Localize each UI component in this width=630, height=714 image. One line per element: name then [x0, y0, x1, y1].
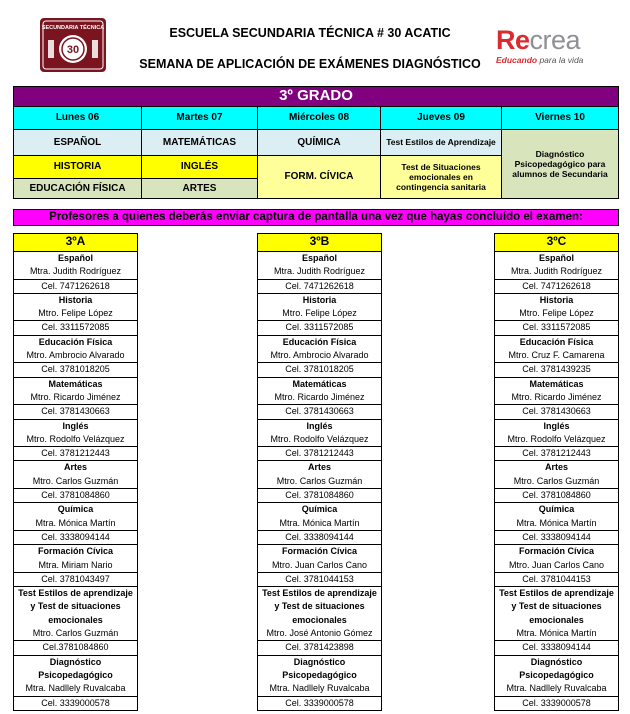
teacher-entry [14, 461, 137, 503]
subject-name: Matemáticas [48, 378, 103, 389]
teacher-name: Mtra. Judith Rodríguez [510, 266, 603, 277]
teacher-phone: Cel. 3338094144 [495, 530, 618, 544]
teacher-phone: Cel. 3338094144 [495, 640, 618, 654]
teacher-phone: Cel. 3781439235 [495, 362, 618, 376]
day-header-wednesday: Miércoles 08 [257, 106, 381, 130]
teacher-name: Mtra. Nadllely Ruvalcaba [506, 683, 607, 694]
teacher-name: Mtra. Judith Rodríguez [29, 266, 122, 277]
teacher-entry [258, 420, 381, 462]
subject-name: emocionales [292, 614, 347, 625]
teacher-entry [258, 545, 381, 587]
exam-friday-diagnostico: Diagnóstico Psicopedagógico para alumnos de Secundaria [501, 129, 619, 199]
teacher-entry [14, 378, 137, 420]
subject-name: Psicopedagógico [282, 669, 357, 680]
document-subtitle: SEMANA DE APLICACIÓN DE EXÁMENES DIAGNÓSTICO [139, 57, 481, 71]
teacher-entry [495, 294, 618, 336]
subject-name: Historia [302, 294, 337, 305]
subject-name: Diagnóstico [530, 656, 583, 667]
teacher-phone: Cel. 3339000578 [258, 696, 381, 710]
subject-name: Psicopedagógico [38, 669, 113, 680]
group-column-3b [257, 233, 382, 711]
subject-name: Test Estilos de aprendizaje [262, 588, 377, 599]
teacher-name: Mtra. Miriam Nario [38, 559, 113, 570]
teacher-name: Mtro. Ricardo Jiménez [30, 391, 121, 402]
recrea-logo: Recrea Educando para la vida [496, 25, 584, 65]
teacher-phone: Cel. 3781430663 [14, 404, 137, 418]
subject-name: Diagnóstico [49, 656, 102, 667]
teacher-phone: Cel. 3781044153 [258, 572, 381, 586]
subject-name: Química [538, 504, 575, 515]
teacher-name: Mtro. Ricardo Jiménez [274, 391, 365, 402]
subject-name: Diagnóstico [293, 656, 346, 667]
group-header: 3ºB [257, 233, 382, 252]
exam-tuesday-artes: ARTES [141, 178, 258, 199]
teacher-name: Mtra. Mónica Martín [279, 517, 360, 528]
subject-name: Química [57, 504, 94, 515]
teacher-entry [495, 252, 618, 294]
subject-name: y Test de situaciones [274, 601, 365, 612]
subject-name: Formación Cívica [37, 546, 114, 557]
subject-name: y Test de situaciones [30, 601, 121, 612]
day-header-friday: Viernes 10 [501, 106, 619, 130]
subject-name: Artes [307, 462, 331, 473]
subject-name: Educación Física [519, 336, 594, 347]
teacher-phone: Cel. 3311572085 [14, 320, 137, 334]
teacher-entry [495, 461, 618, 503]
teacher-phone: Cel. 3311572085 [258, 320, 381, 334]
exam-thursday-test-situaciones: Test de Situaciones emocionales en contingencia sanitaria [380, 155, 502, 199]
group-column-3c [494, 233, 619, 711]
group-column-3a [13, 233, 138, 711]
teacher-list [494, 252, 619, 711]
teacher-name: Mtra. Nadllely Ruvalcaba [25, 683, 126, 694]
subject-name: Inglés [543, 420, 570, 431]
teacher-name: Mtro. Felipe López [282, 308, 357, 319]
teacher-name: Mtro. Carlos Guzmán [32, 628, 119, 639]
teacher-phone: Cel. 3338094144 [14, 530, 137, 544]
exam-thursday-test-estilos: Test Estilos de Aprendizaje [380, 129, 502, 156]
teacher-phone: Cel. 3781212443 [495, 446, 618, 460]
teacher-name: Mtro. Juan Carlos Cano [508, 559, 605, 570]
exam-wednesday-civica: FORM. CÍVICA [257, 155, 381, 199]
teacher-phone: Cel. 3781084860 [258, 488, 381, 502]
teacher-phone: Cel. 3781212443 [14, 446, 137, 460]
subject-name: emocionales [529, 614, 584, 625]
subject-name: Español [57, 253, 93, 263]
exam-monday-historia: HISTORIA [13, 155, 142, 179]
teacher-name: Mtra. Nadllely Ruvalcaba [269, 683, 370, 694]
subject-name: Historia [539, 294, 574, 305]
teacher-phone: Cel. 7471262618 [14, 279, 137, 293]
teacher-name: Mtra. Mónica Martín [516, 628, 597, 639]
school-title: ESCUELA SECUNDARIA TÉCNICA # 30 ACATIC [169, 26, 451, 40]
subject-name: Historia [58, 294, 93, 305]
teacher-entry [14, 545, 137, 587]
subject-name: Test Estilos de aprendizaje [499, 588, 614, 599]
subject-name: Artes [63, 462, 87, 473]
teacher-entry [14, 252, 137, 294]
teacher-entry [258, 656, 381, 710]
teacher-name: Mtro. Felipe López [519, 308, 594, 319]
teacher-entry [14, 656, 137, 710]
teacher-name: Mtro. Carlos Guzmán [513, 475, 600, 486]
teacher-entry [14, 503, 137, 545]
exam-monday-educacion-fisica: EDUCACIÓN FÍSICA [13, 178, 142, 199]
teacher-name: Mtro. Rodolfo Velázquez [507, 433, 606, 444]
teacher-phone: Cel. 3781212443 [258, 446, 381, 460]
teacher-phone: Cel. 3781084860 [14, 488, 137, 502]
subject-name: Artes [544, 462, 568, 473]
subject-name: y Test de situaciones [511, 601, 602, 612]
teacher-name: Mtro. Rodolfo Velázquez [26, 433, 125, 444]
subject-name: Test Estilos de aprendizaje [18, 588, 133, 599]
teacher-name: Mtra. Mónica Martín [516, 517, 597, 528]
teacher-name: Mtra. Mónica Martín [35, 517, 116, 528]
subject-name: Español [538, 253, 574, 263]
teacher-phone: Cel. 3781084860 [495, 488, 618, 502]
exam-tuesday-ingles: INGLÉS [141, 155, 258, 179]
teacher-list [13, 252, 138, 711]
teacher-phone: Cel. 3311572085 [495, 320, 618, 334]
teacher-entry [14, 420, 137, 462]
grade-header: 3º GRADO [13, 86, 619, 108]
teacher-phone: Cel. 3339000578 [495, 696, 618, 710]
exam-monday-espanol: ESPAÑOL [13, 129, 142, 156]
teacher-name: Mtra. Judith Rodríguez [273, 266, 366, 277]
school-logo [38, 16, 108, 74]
teachers-banner: Profesores a quienes deberás enviar captura de pantalla una vez que hayas concluído el examen: [13, 209, 619, 226]
subject-name: Educación Física [38, 336, 113, 347]
teacher-name: Mtro. Cruz F. Camarena [508, 350, 605, 361]
teacher-name: Mtro. Carlos Guzmán [32, 475, 119, 486]
teacher-entry [495, 656, 618, 710]
subject-name: Psicopedagógico [519, 669, 594, 680]
teacher-entry [258, 587, 381, 655]
day-header-thursday: Jueves 09 [380, 106, 502, 130]
subject-name: Formación Cívica [281, 546, 358, 557]
teacher-name: Mtro. José Antonio Gómez [266, 628, 373, 639]
teacher-entry [495, 378, 618, 420]
teacher-name: Mtro. Carlos Guzmán [276, 475, 363, 486]
teacher-entry [14, 294, 137, 336]
teacher-phone: Cel. 7471262618 [258, 279, 381, 293]
teacher-phone: Cel. 3781043497 [14, 572, 137, 586]
subject-name: Inglés [306, 420, 333, 431]
teacher-phone: Cel. 3781430663 [258, 404, 381, 418]
svg-text:SECUNDARIA TÉCNICA: SECUNDARIA TÉCNICA [41, 25, 105, 31]
teacher-entry [258, 503, 381, 545]
teacher-phone: Cel. 3781423898 [258, 640, 381, 654]
group-header: 3ºA [13, 233, 138, 252]
teacher-entry [258, 378, 381, 420]
teacher-phone: Cel. 3338094144 [258, 530, 381, 544]
subject-name: Inglés [62, 420, 89, 431]
teacher-entry [495, 503, 618, 545]
teacher-phone: Cel. 3781430663 [495, 404, 618, 418]
svg-text:30: 30 [66, 44, 80, 56]
teacher-phone: Cel. 3781044153 [495, 572, 618, 586]
subject-name: emocionales [48, 614, 103, 625]
teacher-phone: Cel. 7471262618 [495, 279, 618, 293]
day-header-tuesday: Martes 07 [141, 106, 258, 130]
teacher-entry [495, 336, 618, 378]
teacher-entry [14, 336, 137, 378]
teacher-list [257, 252, 382, 711]
teacher-name: Mtro. Juan Carlos Cano [271, 559, 368, 570]
teacher-entry [495, 545, 618, 587]
teacher-phone: Cel. 3781018205 [258, 362, 381, 376]
teacher-name: Mtro. Ricardo Jiménez [511, 391, 602, 402]
teacher-name: Mtro. Ambrocio Alvarado [270, 350, 369, 361]
teacher-phone: Cel. 3339000578 [14, 696, 137, 710]
day-header-monday: Lunes 06 [13, 106, 142, 130]
teacher-entry [14, 587, 137, 655]
teacher-phone: Cel.3781084860 [14, 640, 137, 654]
teacher-name: Mtro. Ambrocio Alvarado [26, 350, 125, 361]
teacher-entry [495, 587, 618, 655]
teacher-entry [258, 461, 381, 503]
subject-name: Matemáticas [529, 378, 584, 389]
subject-name: Química [301, 504, 338, 515]
subject-name: Formación Cívica [518, 546, 595, 557]
subject-name: Educación Física [282, 336, 357, 347]
subject-name: Matemáticas [292, 378, 347, 389]
teacher-name: Mtro. Felipe López [38, 308, 113, 319]
subject-name: Español [301, 253, 337, 263]
exam-wednesday-quimica: QUÍMICA [257, 129, 381, 156]
teacher-phone: Cel. 3781018205 [14, 362, 137, 376]
teacher-name: Mtro. Rodolfo Velázquez [270, 433, 369, 444]
group-header: 3ºC [494, 233, 619, 252]
exam-tuesday-matematicas: MATEMÁTICAS [141, 129, 258, 156]
schedule-table [13, 86, 619, 200]
teacher-entry [495, 420, 618, 462]
teacher-entry [258, 336, 381, 378]
teacher-entry [258, 252, 381, 294]
teacher-entry [258, 294, 381, 336]
